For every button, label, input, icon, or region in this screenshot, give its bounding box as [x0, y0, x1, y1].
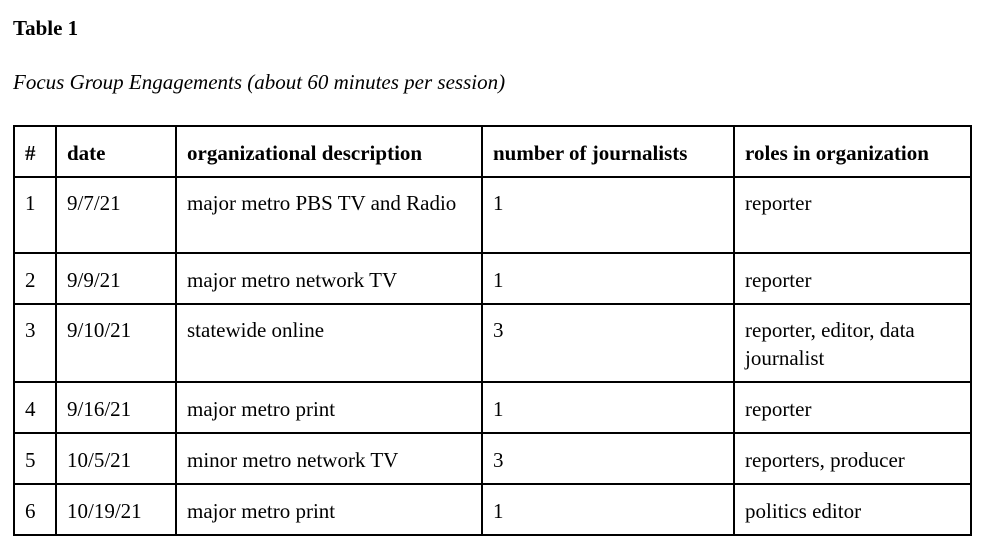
- table-caption: Focus Group Engagements (about 60 minutes per session): [13, 70, 506, 94]
- cell-number-of-journalists: 3: [482, 304, 734, 382]
- cell-organizational-description: minor metro network TV: [176, 433, 482, 484]
- cell-organizational-description: major metro PBS TV and Radio: [176, 177, 482, 253]
- table-row: [14, 253, 971, 304]
- cell-date: 10/19/21: [56, 484, 176, 535]
- cell-roles: politics editor: [734, 484, 971, 535]
- table-row: [14, 382, 971, 433]
- cell-number-of-journalists: 1: [482, 253, 734, 304]
- cell-date: 9/9/21: [56, 253, 176, 304]
- cell-date: 9/7/21: [56, 177, 176, 253]
- cell-date: 10/5/21: [56, 433, 176, 484]
- column-header-number-of-journalists: number of journalists: [482, 126, 734, 177]
- cell-number-of-journalists: 1: [482, 177, 734, 253]
- focus-group-table: [13, 125, 972, 536]
- cell-roles: reporter: [734, 177, 971, 253]
- column-header-number: #: [14, 126, 56, 177]
- cell-number: 2: [14, 253, 56, 304]
- cell-roles: reporters, producer: [734, 433, 971, 484]
- cell-organizational-description: major metro print: [176, 382, 482, 433]
- cell-number-of-journalists: 1: [482, 484, 734, 535]
- cell-number: 3: [14, 304, 56, 382]
- table-row: [14, 304, 971, 382]
- column-header-organizational-description: organizational description: [176, 126, 482, 177]
- cell-number-of-journalists: 3: [482, 433, 734, 484]
- cell-organizational-description: major metro network TV: [176, 253, 482, 304]
- cell-roles: reporter: [734, 382, 971, 433]
- cell-number-of-journalists: 1: [482, 382, 734, 433]
- table-row: [14, 177, 971, 253]
- cell-roles: reporter: [734, 253, 971, 304]
- cell-date: 9/10/21: [56, 304, 176, 382]
- cell-organizational-description: statewide online: [176, 304, 482, 382]
- table-label: Table 1: [13, 16, 79, 40]
- cell-number: 5: [14, 433, 56, 484]
- cell-date: 9/16/21: [56, 382, 176, 433]
- table-row: [14, 433, 971, 484]
- column-header-roles: roles in organization: [734, 126, 971, 177]
- table-row: [14, 484, 971, 535]
- column-header-date: date: [56, 126, 176, 177]
- cell-number: 4: [14, 382, 56, 433]
- cell-roles: reporter, editor, data journalist: [734, 304, 971, 382]
- cell-number: 6: [14, 484, 56, 535]
- cell-organizational-description: major metro print: [176, 484, 482, 535]
- table-header-row: [14, 126, 971, 177]
- cell-number: 1: [14, 177, 56, 253]
